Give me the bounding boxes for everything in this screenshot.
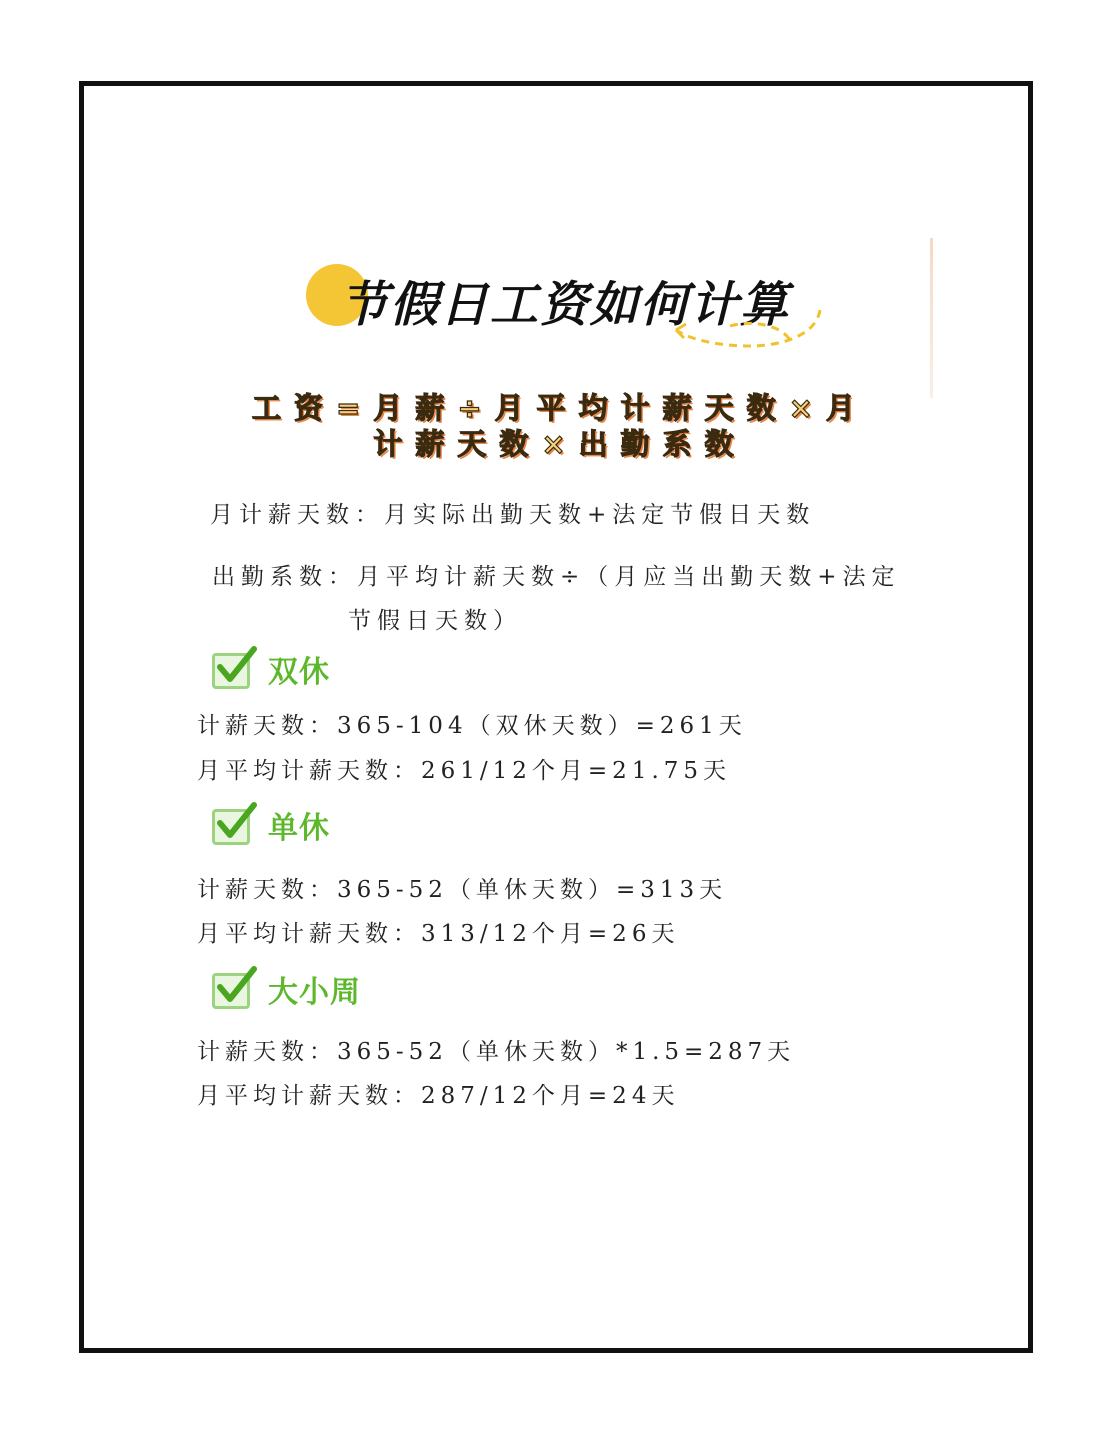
section-title: 单休 [268,811,330,846]
section-line: 计薪天数：365-52（单休天数）=313天 [197,877,728,903]
decorative-edge [930,238,933,398]
section-heading-single-rest [210,800,330,850]
section-line: 计薪天数：365-52（单休天数）*1.5=287天 [197,1039,796,1065]
formula-line-1: 工资=月薪÷月平均计薪天数×月 [252,391,868,425]
salary-formula [200,390,920,462]
checkbox-icon [210,647,256,691]
checkbox-icon [210,967,256,1011]
section-line: 月平均计薪天数：287/12个月=24天 [197,1083,680,1109]
section-line: 月平均计薪天数：261/12个月=21.75天 [197,758,732,784]
section-line: 计薪天数：365-104（双休天数）=261天 [197,713,747,739]
section-heading-alternating-weeks [210,964,361,1014]
checkbox-icon [210,803,256,847]
attendance-coefficient-continued: 节假日天数） [348,608,522,634]
section-line: 月平均计薪天数：313/12个月=26天 [197,921,680,947]
section-title: 大小周 [268,975,361,1010]
attendance-coefficient-definition: 出勤系数：月平均计薪天数÷（月应当出勤天数+法定 [212,564,901,590]
page-title: 节假日工资如何计算 [340,277,791,333]
monthly-days-definition: 月计薪天数：月实际出勤天数+法定节假日天数 [210,502,816,528]
formula-line-2: 计薪天数×出勤系数 [373,427,747,461]
title-block [300,258,860,368]
section-heading-double-rest [210,644,330,694]
section-title: 双休 [268,655,330,690]
dashed-arrow-icon [670,306,830,368]
